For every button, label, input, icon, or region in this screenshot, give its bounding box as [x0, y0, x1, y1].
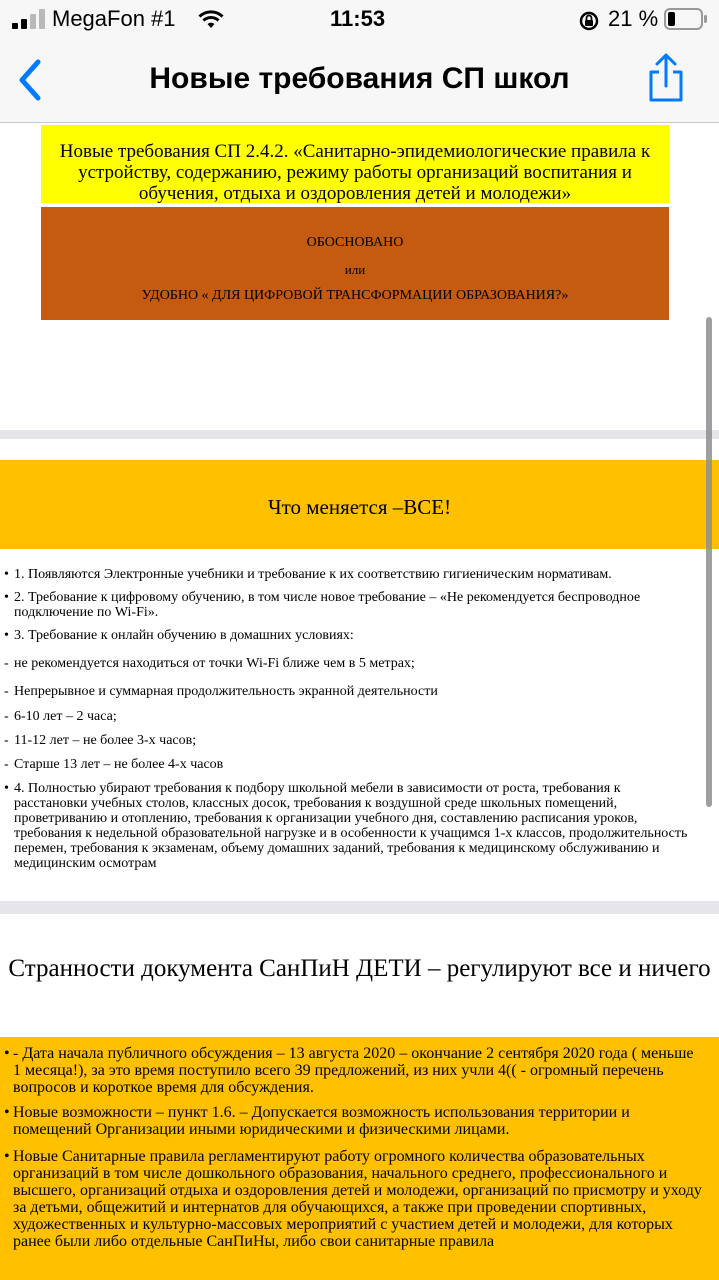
scrollbar[interactable] — [706, 317, 712, 807]
clock: 11:53 — [330, 6, 386, 31]
document-viewer[interactable] — [0, 123, 719, 1280]
battery-percent: 21 % — [608, 6, 659, 31]
slide-1-title: Новые требования СП 2.4.2. «Санитарно-эпидемиологические правила к устройству, содержанию, режиму работы организаций воспитания и обучения, отдыха и оздоровления детей и молодежи» — [41, 125, 669, 203]
wifi-icon — [198, 10, 224, 30]
share-icon — [643, 52, 689, 104]
slide-1-line-2: или — [344, 262, 366, 277]
navigation-bar — [0, 40, 719, 123]
slide-1 — [0, 123, 719, 430]
chevron-left-icon — [10, 54, 50, 106]
slide-1-orange-box — [41, 207, 669, 320]
page-title: Новые требования СП школ — [149, 62, 570, 95]
slide-3 — [0, 914, 719, 1280]
slide-3-list: • - Дата начала публичного обсуждения – 13 августа 2020 – окончание 2 сентября 2020 года ( меньше 1 месяца!), за это время поступило всего 39 предложений, из них учли 4(( - огромный перечень вопросов и короткое время для обсуждения. • Новые возможности – пункт 1.6. – Допускается возможность использования территории и помещений Организации иными юридическими и физическими лицами. • Новые Санитарные правила регламентируют работу огромного количества образовательных организаций в том числе дошкольного образования, начального среднего, профессионального и высшего, организаций отдыха и оздоровления детей и молодежи, организаций по присмотру и уходу за детьми, общежитий и интернатов для обучающихся, а также при проведении спортивных, художественных и культурно-массовых мероприятий с участием детей и молодежи, для которых ранее были либо отдельные СанПиНы, либо свои санитарные правила — [0, 1037, 719, 1280]
slide-2-heading: Что меняется –ВСЕ! — [0, 460, 719, 549]
cellular-signal-icon — [12, 9, 46, 29]
slide-1-line-1: ОБОСНОВАНО — [306, 235, 404, 250]
share-button[interactable] — [643, 52, 689, 104]
back-button[interactable] — [10, 54, 50, 106]
orientation-lock-icon — [578, 10, 600, 32]
slide-3-title: Странности документа СанПиН ДЕТИ – регулируют все и ничего — [8, 955, 711, 982]
carrier-name: MegaFon #1 — [52, 6, 176, 31]
slide-2: Что меняется –ВСЕ! • 1. Появляются Электронные учебники и требование к их соответствию гигиеническим нормативам. • 2. Требование к цифровому обучению, в том числе новое требование – «Не рекомендуется беспроводное подключение по Wi-Fi». • 3. Требование к онлайн обучению в домашних условиях: - не рекомендуется находиться от точки Wi-Fi ближе чем в 5 метрах; - Непрерывное и суммарная продолжительность экранной деятельности - 6-10 лет – 2 часа; - 11-12 лет – не более 3-х часов; - Старше 13 лет – не более 4-х часов • 4. Полностью убирают требования к подбору школьной мебели в зависимости от роста, требования к расстановки учебных столов, классных досок, требования к воздушной среде школьных помещений, проветриванию и отоплению, требования к организации учебного дня, составлению расписания уроков, требования к недельной образовательной нагрузке и в особенности к учащимся 1-х классов, продолжительность перемен, требования к экзаменам, объему домашних заданий, требования к медицинскому обслуживанию и медицинским осмотрам — [0, 439, 719, 901]
status-bar — [0, 0, 719, 40]
slide-1-line-3: УДОБНО « ДЛЯ ЦИФРОВОЙ ТРАНСФОРМАЦИИ ОБРАЗОВАНИЯ?» — [141, 288, 569, 303]
battery-icon — [664, 8, 708, 30]
